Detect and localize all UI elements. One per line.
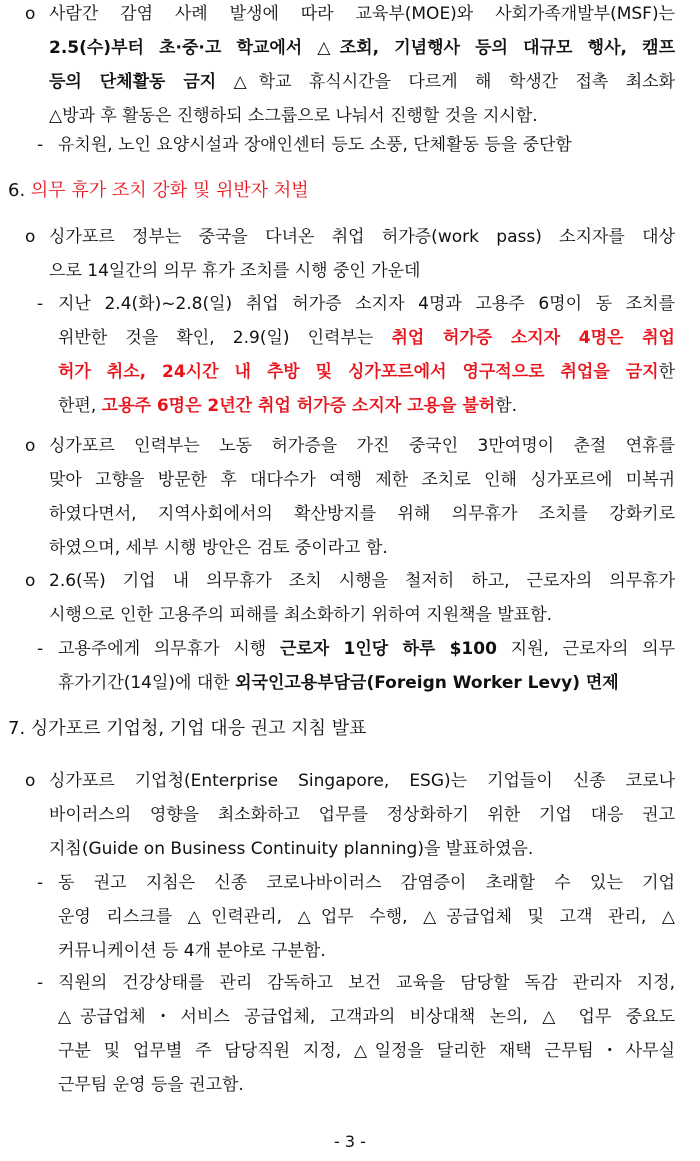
text-line: 맞아 고향을 방문한 후 대다수가 여행 제한 조치로 인해 싱가포르에 미복귀 [49, 470, 675, 490]
section-title: 의무 휴가 조치 강화 및 위반자 처벌 [30, 180, 309, 201]
bullet-marker: o [25, 227, 36, 247]
dash-marker: - [37, 973, 44, 993]
text-line: 고용주에게 의무휴가 시행 근로자 1인당 하루 $100 지원, 근로자의 의무 [58, 639, 675, 659]
bullet-marker: o [25, 436, 36, 456]
text-line: 바이러스의 영향을 최소화하고 업무를 정상화하기 위한 기업 대응 권고 [49, 805, 675, 825]
section-heading-7 [8, 714, 367, 744]
text-line: 시행으로 인한 고용주의 피해를 최소화하기 위하여 지원책을 발표함. [49, 605, 553, 625]
text-line: 지난 2.4(화)~2.8(일) 취업 허가증 소지자 4명과 고용주 6명이 동 조치를 [58, 294, 675, 314]
dash-marker: - [37, 135, 44, 155]
text-line: 위반한 것을 확인, 2.9(일) 인력부는 취업 허가증 소지자 4명은 취업 [58, 328, 675, 348]
section-title: 싱가포르 기업청, 기업 대응 권고 지침 발표 [30, 718, 367, 739]
section-number: 6. [8, 180, 26, 201]
text-line: 근무팀 운영 등을 권고함. [58, 1075, 244, 1095]
dash-marker: - [37, 639, 44, 659]
bullet-marker: o [25, 571, 36, 591]
text-line: 커뮤니케이션 등 4개 분야로 구분함. [58, 941, 326, 961]
section-number: 7. [8, 718, 26, 739]
section-heading-6 [8, 176, 309, 206]
text-line: △공급업체・서비스 공급업체, 고객과의 비상대책 논의, △ 업무 중요도 [58, 1007, 675, 1027]
text-line: 하였다면서, 지역사회에서의 확산방지를 위해 의무휴가 조치를 강화키로 [49, 504, 675, 524]
text-line: △방과 후 활동은 진행하되 소그룹으로 나눠서 진행할 것을 지시함. [49, 106, 538, 126]
text-line: 으로 14일간의 의무 휴가 조치를 시행 중인 가운데 [49, 261, 421, 281]
text-line: 동 권고 지침은 신종 코로나바이러스 감염증이 초래할 수 있는 기업 [58, 873, 675, 893]
text-line: 휴가기간(14일)에 대한 외국인고용부담금(Foreign Worker Levy) 면제 [58, 673, 619, 693]
text-line: 등의 단체활동 금지 △학교 휴식시간을 다르게 해 학생간 접촉 최소화 [49, 72, 675, 92]
text-line: 직원의 건강상태를 관리 감독하고 보건 교육을 담당할 독감 관리자 지정, [58, 973, 675, 993]
bullet-marker: o [25, 4, 36, 24]
bullet-marker: o [25, 771, 36, 791]
text-line: 허가 취소, 24시간 내 추방 및 싱가포르에서 영구적으로 취업을 금지한 [58, 362, 675, 382]
text-line: 싱가포르 정부는 중국을 다녀온 취업 허가증(work pass) 소지자를 대상 [49, 227, 675, 247]
page-number: - 3 - [334, 1132, 366, 1151]
text-line: 하였으며, 세부 시행 방안은 검토 중이라고 함. [49, 538, 388, 558]
text-line: 유치원, 노인 요양시설과 장애인센터 등도 소풍, 단체활동 등을 중단함 [58, 135, 572, 155]
text-line: 2.5(수)부터 초·중·고 학교에서 △조회, 기념행사 등의 대규모 행사, 캠프 [49, 38, 675, 58]
text-line: 구분 및 업무별 주 담당직원 지정, △일정을 달리한 재택 근무팀・사무실 [58, 1041, 675, 1061]
dash-marker: - [37, 873, 44, 893]
text-line: 운영 리스크를 △인력관리, △업무 수행, △공급업체 및 고객 관리, △ [58, 907, 675, 927]
text-line: 싱가포르 기업청(Enterprise Singapore, ESG)는 기업들이 신종 코로나 [49, 771, 675, 791]
text-line: 사람간 감염 사례 발생에 따라 교육부(MOE)와 사회가족개발부(MSF)는 [49, 4, 675, 24]
text-line: 한편, 고용주 6명은 2년간 취업 허가증 소지자 고용을 불허함. [58, 396, 518, 416]
dash-marker: - [37, 294, 44, 314]
text-line: 싱가포르 인력부는 노동 허가증을 가진 중국인 3만여명이 춘절 연휴를 [49, 436, 675, 456]
text-line: 지침(Guide on Business Continuity planning)을 발표하였음. [49, 839, 534, 859]
text-line: 2.6(목) 기업 내 의무휴가 조치 시행을 철저히 하고, 근로자의 의무휴가 [49, 571, 675, 591]
